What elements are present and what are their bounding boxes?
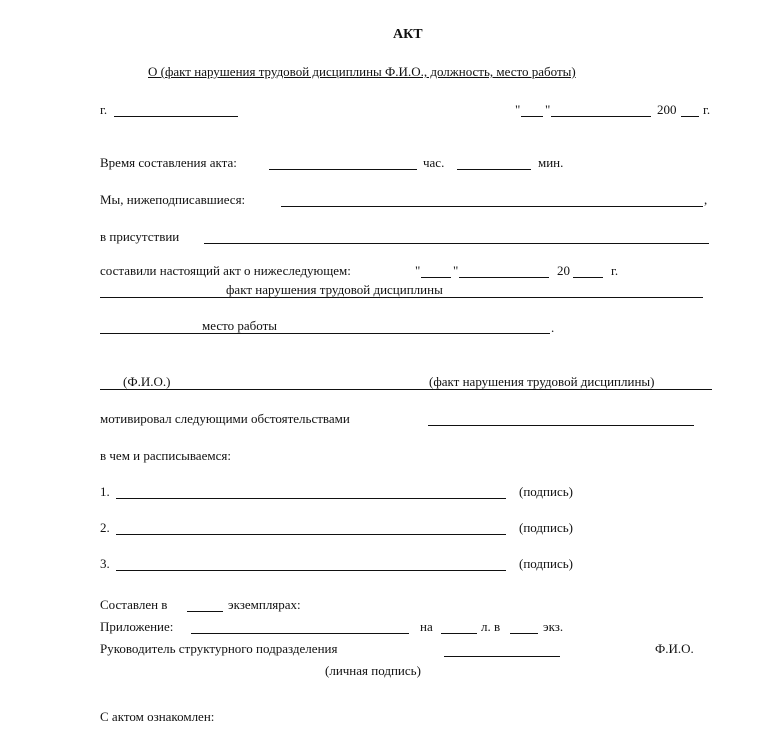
signature-caption: (подпись)	[519, 520, 573, 535]
head-fio: Ф.И.О.	[655, 641, 694, 656]
signature-number: 1.	[100, 484, 110, 499]
year-prefix: 200	[657, 102, 677, 117]
motivation-field[interactable]	[428, 425, 694, 426]
signature-field-2[interactable]	[116, 534, 506, 535]
attachment-sheets-field[interactable]	[441, 633, 477, 634]
city-prefix: г.	[100, 102, 108, 117]
signature-number: 2.	[100, 520, 110, 535]
attachment-sheets: л. в	[481, 619, 501, 634]
attachment-copies: экз.	[543, 619, 564, 634]
compiled-month-field[interactable]	[459, 277, 549, 278]
compiled-quote-close: "	[453, 263, 459, 278]
compiled-year-prefix: 20	[557, 263, 570, 278]
fact-label: факт нарушения трудовой дисциплины	[226, 282, 443, 297]
compiled-label: составили настоящий акт о нижеследующем:	[100, 263, 351, 278]
signers-field[interactable]	[281, 206, 703, 207]
acquainted-label: С актом ознакомлен:	[100, 709, 215, 724]
fio-label: (Ф.И.О.)	[123, 374, 171, 389]
date-quote-open: "	[515, 102, 521, 117]
copies-count-field[interactable]	[187, 611, 223, 612]
compiled-year-field[interactable]	[573, 277, 603, 278]
compiled-quote-open: "	[415, 263, 421, 278]
date-year-field[interactable]	[681, 116, 699, 117]
presence-field[interactable]	[204, 243, 709, 244]
compiled-day-field[interactable]	[421, 277, 451, 278]
head-signature-field[interactable]	[444, 656, 560, 657]
head-label: Руководитель структурного подразделения	[100, 641, 338, 656]
workplace-label: место работы	[202, 318, 277, 333]
sign-intro: в чем и расписываемся:	[100, 448, 231, 463]
time-hours-field[interactable]	[269, 169, 417, 170]
date-month-field[interactable]	[551, 116, 651, 117]
workplace-field[interactable]	[100, 333, 550, 334]
attachment-copies-field[interactable]	[510, 633, 538, 634]
time-minutes-label: мин.	[538, 155, 564, 170]
copies-suffix: экземплярах:	[228, 597, 301, 612]
attachment-on: на	[420, 619, 433, 634]
signature-field-3[interactable]	[116, 570, 506, 571]
signature-number: 3.	[100, 556, 110, 571]
city-field[interactable]	[114, 116, 238, 117]
doc-title: АКТ	[393, 27, 423, 42]
signature-caption: (подпись)	[519, 556, 573, 571]
time-minutes-field[interactable]	[457, 169, 531, 170]
time-label: Время составления акта:	[100, 155, 237, 170]
head-sign-caption: (личная подпись)	[325, 663, 421, 678]
compiled-year-suffix: г.	[611, 263, 619, 278]
time-hours-label: час.	[423, 155, 445, 170]
date-quote-close: "	[545, 102, 551, 117]
workplace-end: .	[551, 320, 555, 335]
motivation-label: мотивировал следующими обстоятельствами	[100, 411, 350, 426]
fio-fact-label: (факт нарушения трудовой дисциплины)	[429, 374, 655, 389]
attachment-field[interactable]	[191, 633, 409, 634]
presence-label: в присутствии	[100, 229, 180, 244]
signature-field-1[interactable]	[116, 498, 506, 499]
copies-prefix: Составлен в	[100, 597, 168, 612]
signers-comma: ,	[704, 192, 708, 207]
date-day-field[interactable]	[521, 116, 543, 117]
doc-subtitle: О (факт нарушения трудовой дисциплины Ф.И.О., должность, место работы)	[148, 64, 576, 79]
attachment-label: Приложение:	[100, 619, 174, 634]
year-suffix: г.	[703, 102, 711, 117]
signature-caption: (подпись)	[519, 484, 573, 499]
signers-label: Мы, нижеподписавшиеся:	[100, 192, 246, 207]
